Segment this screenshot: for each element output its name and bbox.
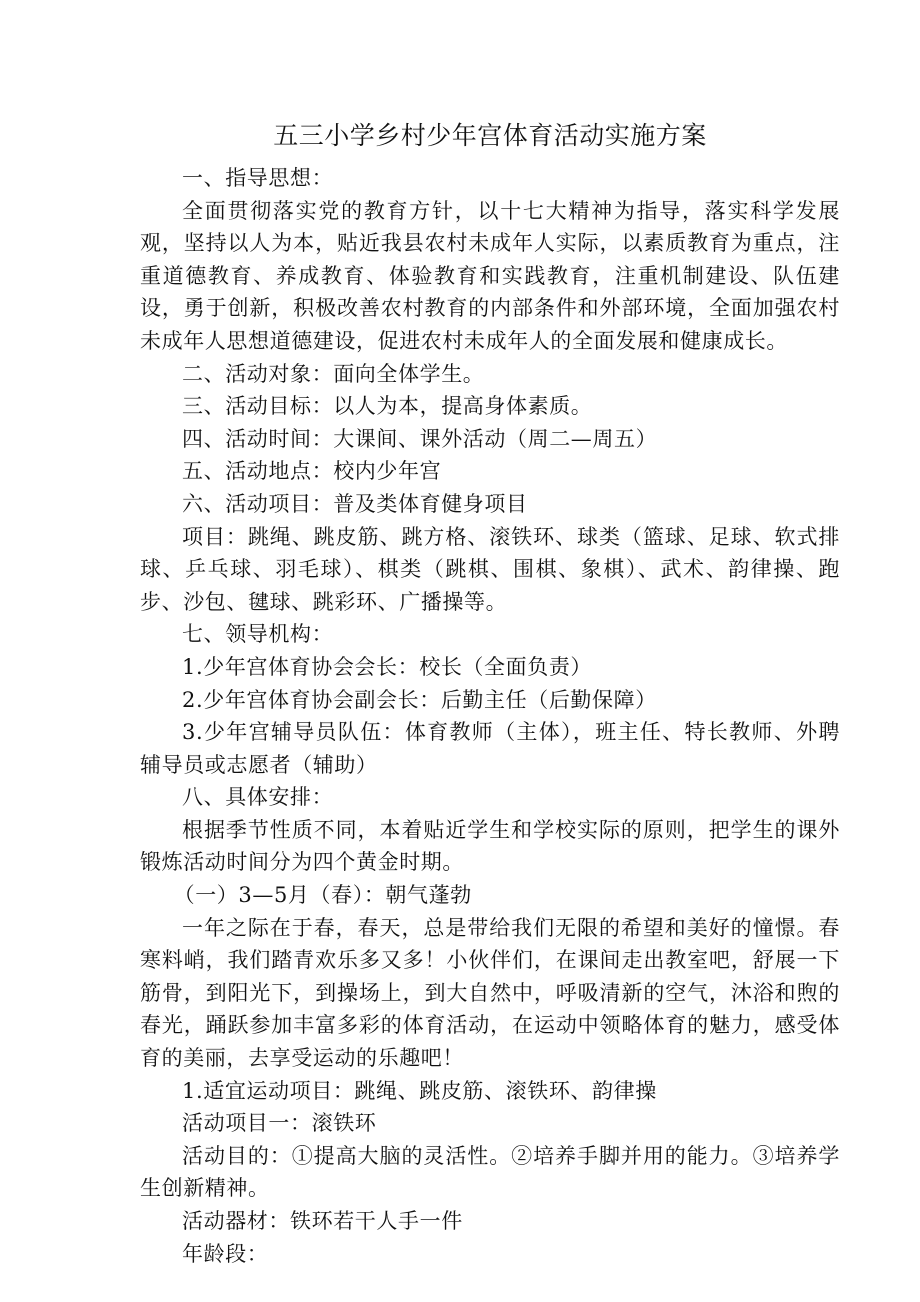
section-leadership: 七、领导机构： <box>182 622 334 647</box>
document-page <box>140 118 840 1270</box>
suitable-sports: 1.适宜运动项目：跳绳、跳皮筋、滚铁环、韵律操 <box>182 1078 657 1103</box>
paragraph-guiding-ideology: 全面贯彻落实党的教育方针，以十七大精神为指导，落实科学发展观，坚持以人为本，贴近我县农村未成年人实际，以素质教育为重点，注重道德教育、养成教育、体验教育和实践教育，注重机制建设、队伍建设，勇于创新，积极改善农村教育的内部条件和外部环境，全面加强农村未成年人思想道德建设，促进农村未成年人的全面发展和健康成长。 <box>140 198 840 353</box>
section-activity-target: 二、活动对象：面向全体学生。 <box>182 361 485 386</box>
subsection-spring: （一）3—5月（春）：朝气蓬勃 <box>173 883 472 908</box>
activity-purpose: 活动目的：①提高大脑的灵活性。②培养手脚并用的能力。③培养学生创新精神。 <box>140 1143 840 1201</box>
document-title: 五三小学乡村少年宫体育活动实施方案 <box>273 121 707 150</box>
section-activity-time: 四、活动时间：大课间、课外活动（周二—周五） <box>182 426 658 451</box>
activity-equipment: 活动器材：铁环若干人手一件 <box>182 1209 463 1233</box>
paragraph-arrangement: 根据季节性质不同，本着贴近学生和学校实际的原则，把学生的课外锻炼活动时间分为四个黄金时期。 <box>140 817 840 875</box>
age-group: 年龄段： <box>182 1241 269 1266</box>
section-heading-guiding-ideology: 一、指导思想： <box>182 166 334 190</box>
activity-item-one: 活动项目一：滚铁环 <box>182 1111 377 1136</box>
leadership-item-3: 3.少年宫辅导员队伍：体育教师（主体），班主任、特长教师、外聘辅导员或志愿者（辅助） <box>140 720 840 777</box>
section-activity-items: 六、活动项目：普及类体育健身项目 <box>182 491 528 516</box>
section-activity-location: 五、活动地点：校内少年宫 <box>182 459 442 484</box>
leadership-item-1: 1.少年宫体育协会会长：校长（全面负责） <box>182 654 593 679</box>
paragraph-item-list: 项目：跳绳、跳皮筋、跳方格、滚铁环、球类（篮球、足球、软式排球、乒乓球、羽毛球）、棋类（跳棋、围棋、象棋）、武术、韵律操、跑步、沙包、毽球、跳彩环、广播操等。 <box>140 524 840 614</box>
paragraph-spring: 一年之际在于春，春天，总是带给我们无限的希望和美好的憧憬。春寒料峭，我们踏青欢乐多又多！小伙伴们，在课间走出教室吧，舒展一下筋骨，到阳光下，到操场上，到大自然中，呼吸清新的空气，沐浴和煦的春光，踊跃参加丰富多彩的体育活动，在运动中领略体育的魅力，感受体育的美丽，去享受运动的乐趣吧！ <box>140 915 840 1071</box>
leadership-item-2: 2.少年宫体育协会副会长：后勤主任（后勤保障） <box>182 687 657 712</box>
section-arrangement: 八、具体安排： <box>182 785 334 810</box>
section-activity-goal: 三、活动目标：以人为本，提高身体素质。 <box>182 394 593 419</box>
